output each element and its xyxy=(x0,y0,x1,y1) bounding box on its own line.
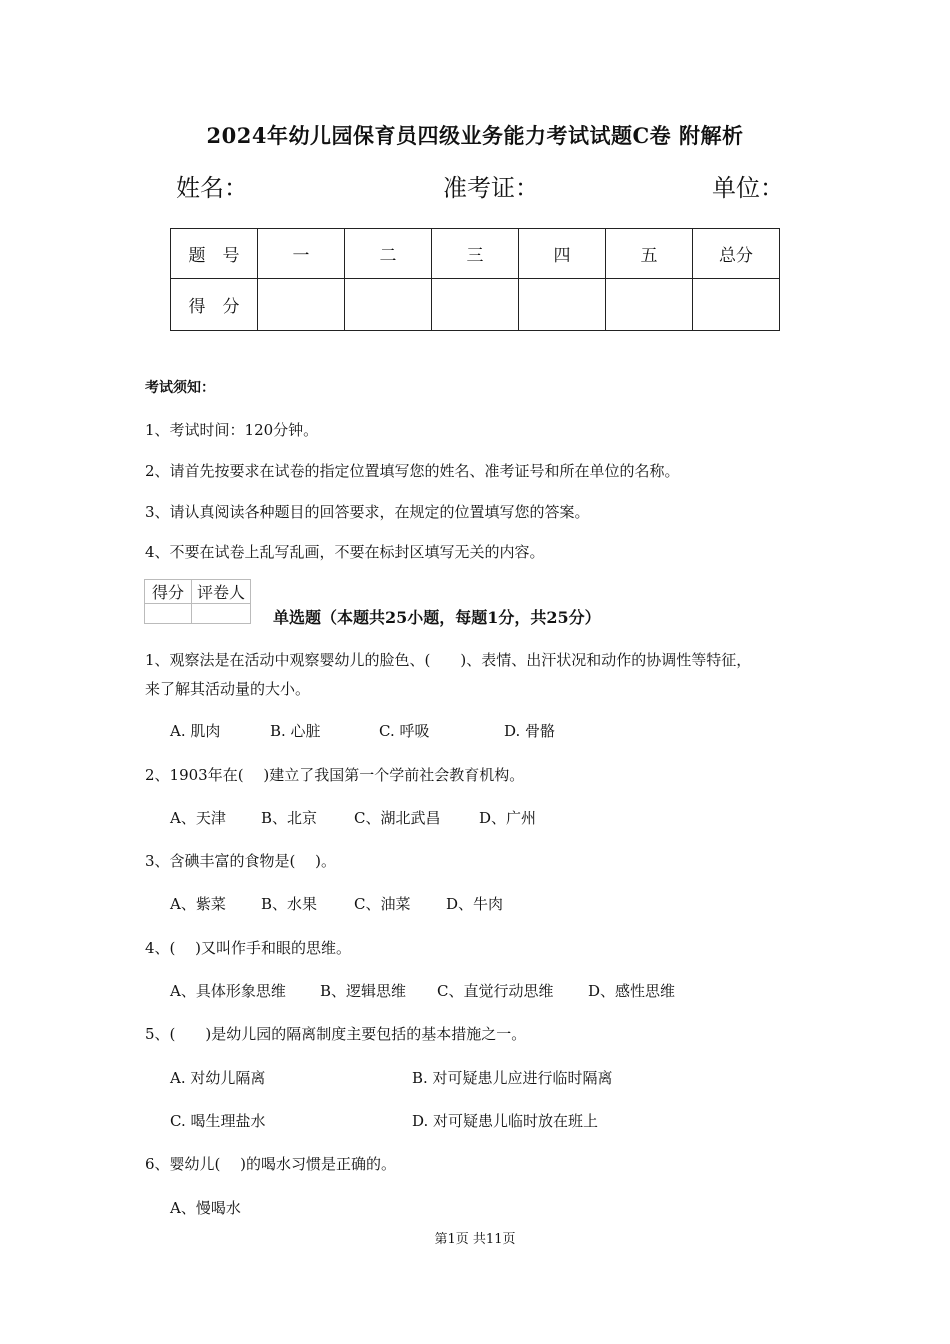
score-cell[interactable] xyxy=(693,279,780,331)
answer-option[interactable]: A. 对幼儿隔离 xyxy=(170,1069,266,1087)
answer-option[interactable]: D. 对可疑患儿临时放在班上 xyxy=(412,1112,599,1130)
answer-option[interactable]: C、直觉行动思维 xyxy=(437,982,554,1000)
answer-option[interactable]: B. 心脏 xyxy=(270,722,321,740)
score-cell[interactable] xyxy=(519,279,606,331)
answer-option[interactable]: A、具体形象思维 xyxy=(170,982,286,1000)
answer-option[interactable]: C、湖北武昌 xyxy=(354,809,441,827)
answer-option[interactable]: D. 骨骼 xyxy=(504,722,556,740)
score-table-score-row xyxy=(171,279,780,331)
unit-field-label: 单位： xyxy=(712,174,784,202)
answer-option[interactable]: B、水果 xyxy=(261,895,318,913)
answer-option[interactable]: C. 呼吸 xyxy=(379,722,430,740)
score-table-header-cell: 三 xyxy=(432,229,519,279)
question-text: 5、( )是幼儿园的隔离制度主要包括的基本措施之一。 xyxy=(145,1025,527,1043)
notice-item: 4、不要在试卷上乱写乱画，不要在标封区填写无关的内容。 xyxy=(145,543,545,561)
score-table-header-cell: 四 xyxy=(519,229,606,279)
score-table-header-cell: 五 xyxy=(606,229,693,279)
question-text: 6、婴幼儿( )的喝水习惯是正确的。 xyxy=(145,1155,397,1173)
question-text: 2、1903年在( )建立了我国第一个学前社会教育机构。 xyxy=(145,766,525,784)
answer-option[interactable]: D、牛肉 xyxy=(446,895,504,913)
score-table-header-cell: 题 号 xyxy=(171,229,258,279)
exam-id-field-label: 准考证： xyxy=(443,174,539,202)
score-cell[interactable] xyxy=(432,279,519,331)
notice-item: 2、请首先按要求在试卷的指定位置填写您的姓名、准考证号和所在单位的名称。 xyxy=(145,462,680,480)
grader-name-label: 评卷人 xyxy=(192,580,251,604)
answer-option[interactable]: B. 对可疑患儿应进行临时隔离 xyxy=(412,1069,613,1087)
grader-name-cell[interactable] xyxy=(192,604,251,624)
notice-heading: 考试须知： xyxy=(145,380,215,396)
grader-score-label: 得分 xyxy=(145,580,192,604)
score-table-header-cell: 一 xyxy=(258,229,345,279)
question-text: 1、观察法是在活动中观察婴幼儿的脸色、( )、表情、出汗状况和动作的协调性等特征， xyxy=(145,651,752,669)
question-text: 来了解其活动量的大小。 xyxy=(145,680,311,698)
score-table-header-cell: 总分 xyxy=(693,229,780,279)
grader-box-header-row xyxy=(145,580,251,604)
section-title: 单选题（本题共25小题，每题1分，共25分） xyxy=(273,608,601,627)
answer-option[interactable]: D、感性思维 xyxy=(588,982,676,1000)
score-table-header-cell: 二 xyxy=(345,229,432,279)
score-table-header-row xyxy=(171,229,780,279)
score-cell[interactable] xyxy=(345,279,432,331)
answer-option[interactable]: C、油菜 xyxy=(354,895,411,913)
grader-box xyxy=(144,579,251,624)
notice-item: 1、考试时间：120分钟。 xyxy=(145,421,319,439)
grader-score-cell[interactable] xyxy=(145,604,192,624)
notice-item: 3、请认真阅读各种题目的回答要求，在规定的位置填写您的答案。 xyxy=(145,503,590,521)
score-table xyxy=(170,228,780,331)
question-text: 4、( )又叫作手和眼的思维。 xyxy=(145,939,352,957)
answer-option[interactable]: B、逻辑思维 xyxy=(320,982,407,1000)
score-cell[interactable] xyxy=(258,279,345,331)
grader-box-input-row xyxy=(145,604,251,624)
question-text: 3、含碘丰富的食物是( )。 xyxy=(145,852,337,870)
answer-option[interactable]: A、紫菜 xyxy=(170,895,226,913)
answer-option[interactable]: B、北京 xyxy=(261,809,318,827)
answer-option[interactable]: A、慢喝水 xyxy=(170,1199,241,1217)
answer-option[interactable]: A. 肌肉 xyxy=(170,722,221,740)
page-footer: 第1页 共11页 xyxy=(434,1232,516,1247)
answer-option[interactable]: C. 喝生理盐水 xyxy=(170,1112,266,1130)
document-title: 2024年幼儿园保育员四级业务能力考试试题C卷 附解析 xyxy=(206,123,744,148)
answer-option[interactable]: A、天津 xyxy=(170,809,226,827)
name-field-label: 姓名： xyxy=(176,174,248,202)
answer-option[interactable]: D、广州 xyxy=(479,809,537,827)
score-cell[interactable] xyxy=(606,279,693,331)
score-table-row-label: 得 分 xyxy=(171,279,258,331)
